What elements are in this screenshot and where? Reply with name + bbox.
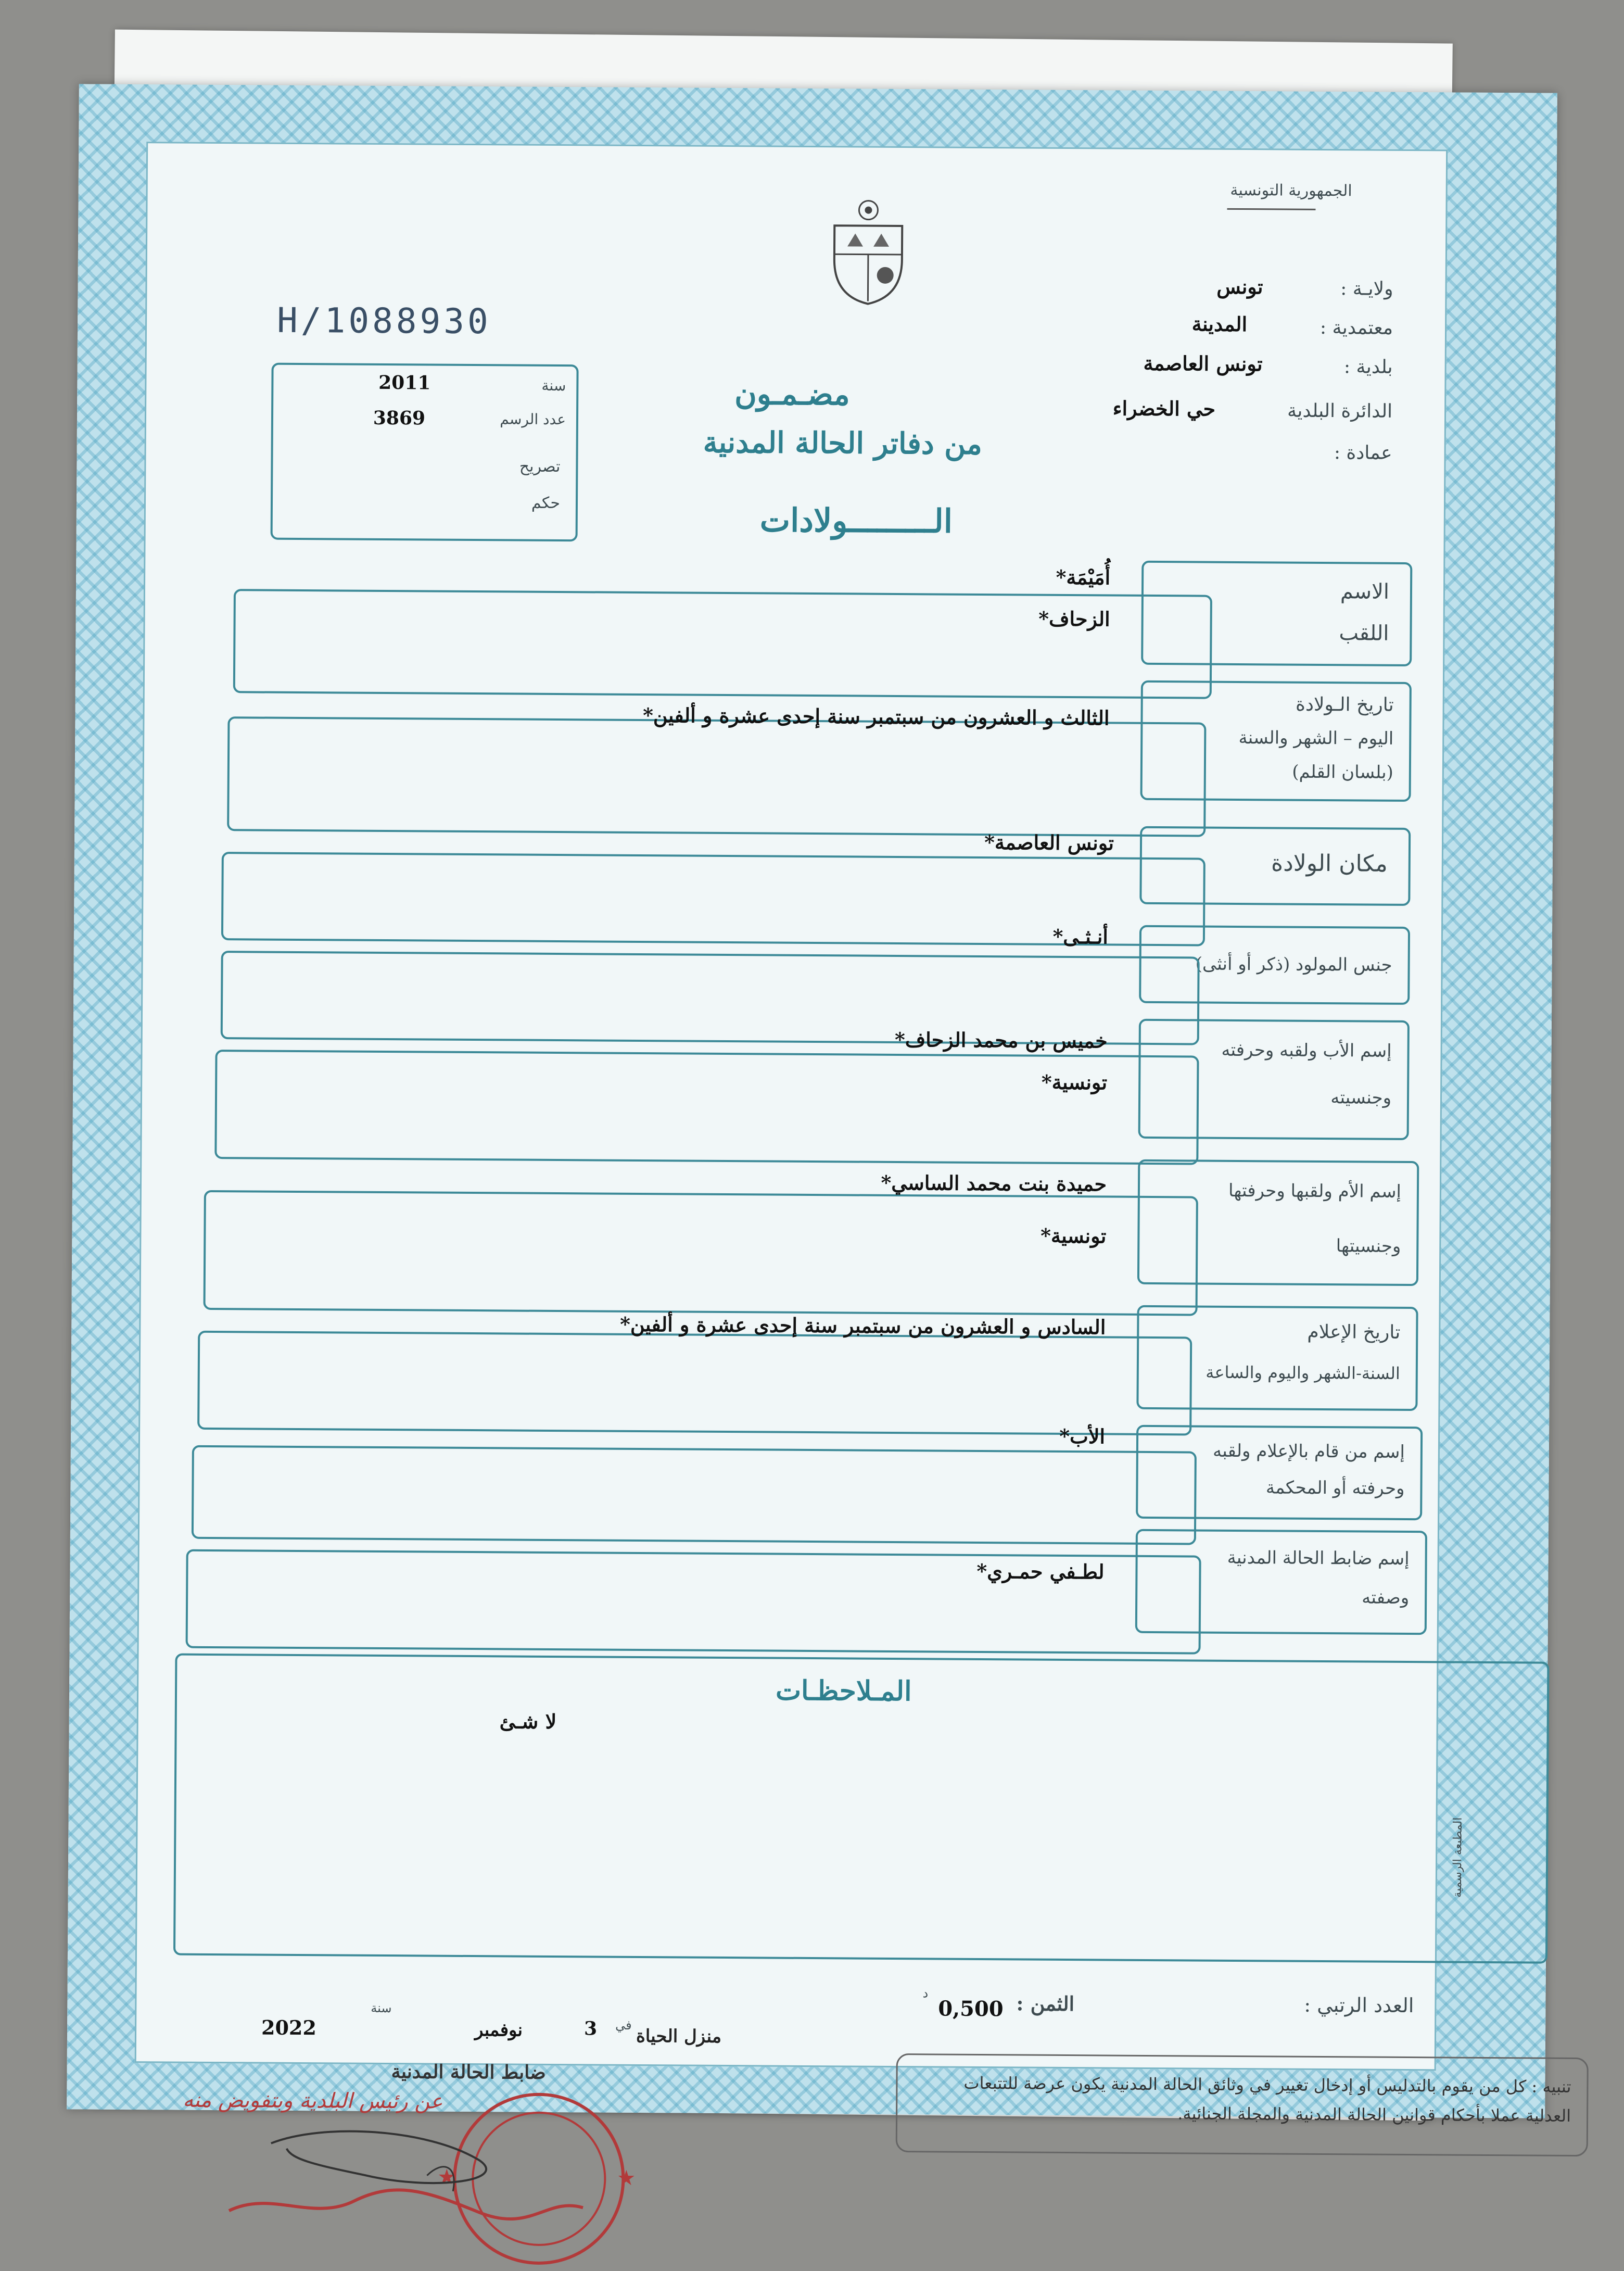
birth-place-label: مكان الولادة bbox=[1271, 850, 1388, 877]
surname-label: اللقب bbox=[1339, 621, 1389, 646]
surname-value: الزحاف* bbox=[1038, 607, 1110, 631]
price-label: الثمن : bbox=[1016, 1991, 1075, 2016]
heading-underline bbox=[1227, 208, 1315, 210]
birth-date-note: (بلسان القلم) bbox=[1292, 761, 1393, 783]
notice-box bbox=[896, 2053, 1589, 2156]
record-value: 3869 bbox=[373, 407, 426, 430]
declarant-label: إسم من قام بالإعلام ولقبه bbox=[1212, 1440, 1405, 1462]
remarks-box bbox=[173, 1654, 1549, 1964]
mother-value: حميدة بنت محمد الساسي* bbox=[881, 1170, 1107, 1196]
republic-heading: الجمهورية التونسية bbox=[1230, 181, 1352, 200]
officer-label-2: وصفته bbox=[1362, 1587, 1410, 1609]
declarant-value: الأب* bbox=[1059, 1424, 1106, 1448]
value-box-birth-date bbox=[227, 716, 1206, 837]
issue-place: منزل الحياة bbox=[636, 2025, 722, 2047]
name-value: أُمَيْمَة* bbox=[1056, 565, 1111, 589]
title-line2: من دفاتر الحالة المدنية bbox=[703, 425, 983, 461]
record-label: عدد الرسم bbox=[500, 410, 566, 428]
issue-day: 3 bbox=[583, 2017, 598, 2040]
district-value: حي الخضراء bbox=[1112, 396, 1216, 421]
mother-label-2: وجنسيتها bbox=[1336, 1235, 1401, 1257]
declaration-date-sub: السنة-الشهر واليوم والساعة bbox=[1206, 1362, 1400, 1383]
value-box-mother bbox=[204, 1190, 1198, 1316]
year-value: 2011 bbox=[378, 371, 431, 394]
delegation-label: معتمدية : bbox=[1320, 317, 1393, 339]
section-title: الـــــــــولادات bbox=[759, 501, 953, 540]
declarant-label-2: وحرفته أو المحكمة bbox=[1265, 1477, 1405, 1499]
printer-mark: المطبعة الرسمية bbox=[1451, 1817, 1465, 1898]
certificate-body bbox=[135, 142, 1571, 2190]
mother-label: إسم الأم ولقبها وحرفتها bbox=[1228, 1180, 1402, 1202]
remarks-title: المـلاحظـات bbox=[775, 1674, 912, 1708]
governorate-label: ولايـة : bbox=[1340, 278, 1393, 300]
father-value: خميس بن محمد الزحاف* bbox=[894, 1027, 1108, 1053]
value-box-declaration-date bbox=[197, 1331, 1192, 1436]
officer-title: ضابط الحالة المدنية bbox=[391, 2061, 546, 2084]
serial-number: H/1088930 bbox=[276, 300, 491, 342]
birth-date-sub: اليوم – الشهر والسنة bbox=[1238, 727, 1394, 749]
value-box-name bbox=[233, 589, 1212, 699]
coat-of-arms-icon bbox=[823, 197, 912, 307]
father-label: إسم الأب ولقبه وحرفته bbox=[1221, 1039, 1392, 1062]
district-label: الدائرة البلدية bbox=[1287, 400, 1393, 422]
value-box-father bbox=[214, 1050, 1199, 1165]
registry-box bbox=[271, 363, 579, 542]
issue-year-label: سنة bbox=[371, 2000, 392, 2016]
declaration-date-label: تاريخ الإعلام bbox=[1307, 1321, 1401, 1343]
father-label-2: وجنسيته bbox=[1330, 1087, 1392, 1108]
birth-date-value: الثالث و العشرون من سبتمبر سنة إحدى عشرة و ألفين* bbox=[642, 703, 1110, 730]
issue-month: نوفمبر bbox=[474, 2020, 523, 2041]
serial-label: العدد الرتبي : bbox=[1304, 1993, 1414, 2017]
birth-date-label: تاريخ الـولادة bbox=[1295, 693, 1394, 716]
municipality-value: تونس العاصمة bbox=[1143, 351, 1263, 376]
officer-label: إسم ضابط الحالة المدنية bbox=[1227, 1547, 1410, 1570]
declaration-date-value: السادس و العشرون من سبتمبر سنة إحدى عشرة و ألفين* bbox=[620, 1312, 1106, 1339]
birth-place-value: تونس العاصمة* bbox=[984, 830, 1114, 855]
handwritten-signature bbox=[208, 2112, 604, 2234]
seal-star-right: ★ bbox=[617, 2166, 636, 2190]
governorate-value: تونس bbox=[1216, 274, 1263, 299]
issue-on: في bbox=[615, 2017, 632, 2033]
notice-text: تنبيه : كل من يقوم بالتدليس أو إدخال تغيير في وثائق الحالة المدنية يكون عرضة للتتبعات العدلية عملا بأحكام قوانين الحالة المدنية والمجلة الجنائية. bbox=[963, 2073, 1571, 2126]
omda-label: عمادة : bbox=[1334, 442, 1392, 464]
delegation-value: المدينة bbox=[1191, 312, 1248, 336]
municipality-label: بلدية : bbox=[1343, 356, 1393, 378]
title-line1: مضـمـون bbox=[734, 376, 850, 412]
declaration-label: تصريح bbox=[519, 457, 561, 476]
price-value: 0,500 bbox=[938, 1996, 1004, 2022]
gender-value: أنـثـى* bbox=[1052, 924, 1109, 949]
seal-star-left: ★ bbox=[437, 2165, 456, 2189]
year-label: سنة bbox=[541, 376, 566, 395]
officer-delegation: عن رئيس البلدية وبتفويض منه bbox=[183, 2088, 443, 2114]
issue-year: 2022 bbox=[261, 2015, 317, 2040]
judgment-label: حكم bbox=[531, 494, 561, 513]
remarks-value: لا شـئ bbox=[499, 1709, 557, 1734]
price-unit: د bbox=[922, 1986, 929, 2001]
birth-certificate bbox=[67, 84, 1571, 2190]
father-nationality: تونسية* bbox=[1041, 1070, 1108, 1094]
name-label: الاسم bbox=[1340, 579, 1390, 604]
mother-nationality: تونسية* bbox=[1040, 1223, 1107, 1248]
officer-value: لطـفي حمـري* bbox=[976, 1559, 1105, 1584]
value-box-declarant bbox=[192, 1445, 1197, 1545]
gender-label: جنس المولود (ذكر أو أنثى) bbox=[1195, 953, 1392, 976]
